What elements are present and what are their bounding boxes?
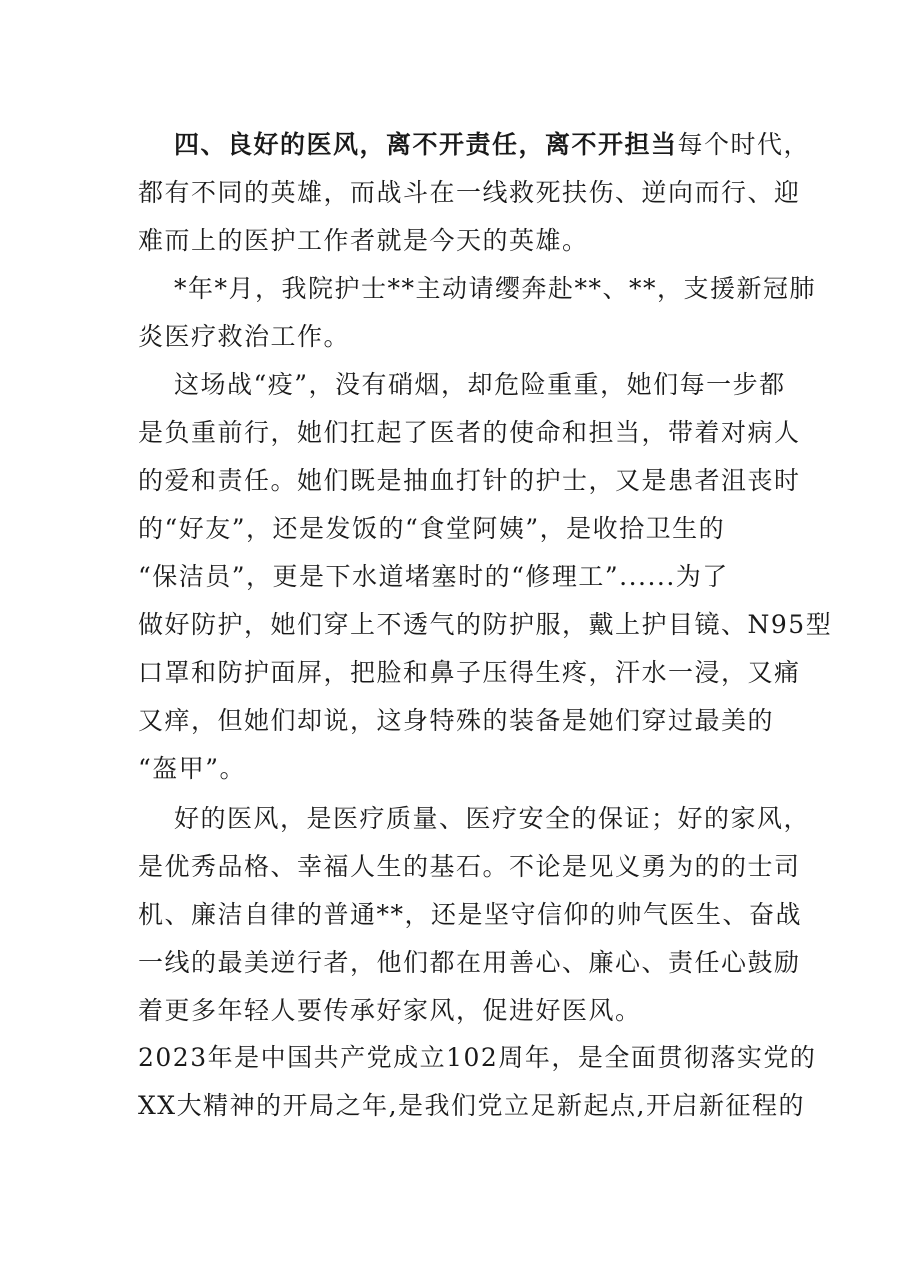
paragraph-heading-line: [174, 128, 814, 162]
text-line: 2023年是中国共产党成立102周年，是全面贯彻落实党的: [138, 1043, 817, 1072]
text-line: 这场战“疫”，没有硝烟，却危险重重，她们每一步都: [174, 370, 786, 399]
text-line: XX大精神的开局之年,是我们党立足新起点,开启新征程的: [138, 1091, 805, 1120]
text-line: “保洁员”，更是下水道堵塞时的“修理工”......为了: [138, 562, 729, 591]
text-line: 一线的最美逆行者，他们都在用善心、廉心、责任心鼓励: [138, 948, 801, 977]
text-line: 机、廉洁自律的普通**，还是坚守信仰的帅气医生、奋战: [138, 900, 803, 929]
text-line: 口罩和防护面屏，把脸和鼻子压得生疼，汗水一浸，又痛: [138, 658, 801, 687]
text-line: 是负重前行，她们扛起了医者的使命和担当，带着对病人: [138, 418, 801, 447]
text-line: 炎医疗救治工作。: [138, 322, 351, 351]
text-line: 着更多年轻人要传承好家风，促进好医风。: [138, 996, 642, 1025]
text-line: 是优秀品格、幸福人生的基石。不论是见义勇为的的士司: [138, 852, 801, 881]
text-line: *年*月，我院护士**主动请缨奔赴**、**，支援新冠肺: [174, 274, 817, 303]
text-line: 又痒，但她们却说，这身特殊的装备是她们穿过最美的: [138, 706, 775, 735]
text-run: 每个时代，: [677, 130, 811, 159]
section-heading: 四、良好的医风，离不开责任，离不开担当: [174, 130, 678, 159]
text-line: 难而上的医护工作者就是今天的英雄。: [138, 226, 589, 255]
text-line: 都有不同的英雄，而战斗在一线救死扶伤、逆向而行、迎: [138, 178, 801, 207]
text-line: 的“好友”，还是发饭的“食堂阿姨”，是收拾卫生的: [138, 514, 726, 543]
text-line: 的爱和责任。她们既是抽血打针的护士，又是患者沮丧时: [138, 466, 801, 495]
text-line: “盔甲”。: [138, 754, 247, 783]
text-line: 做好防护，她们穿上不透气的防护服，戴上护目镜、N95型: [138, 610, 833, 639]
text-line: 好的医风，是医疗质量、医疗安全的保证；好的家风，: [174, 804, 811, 833]
